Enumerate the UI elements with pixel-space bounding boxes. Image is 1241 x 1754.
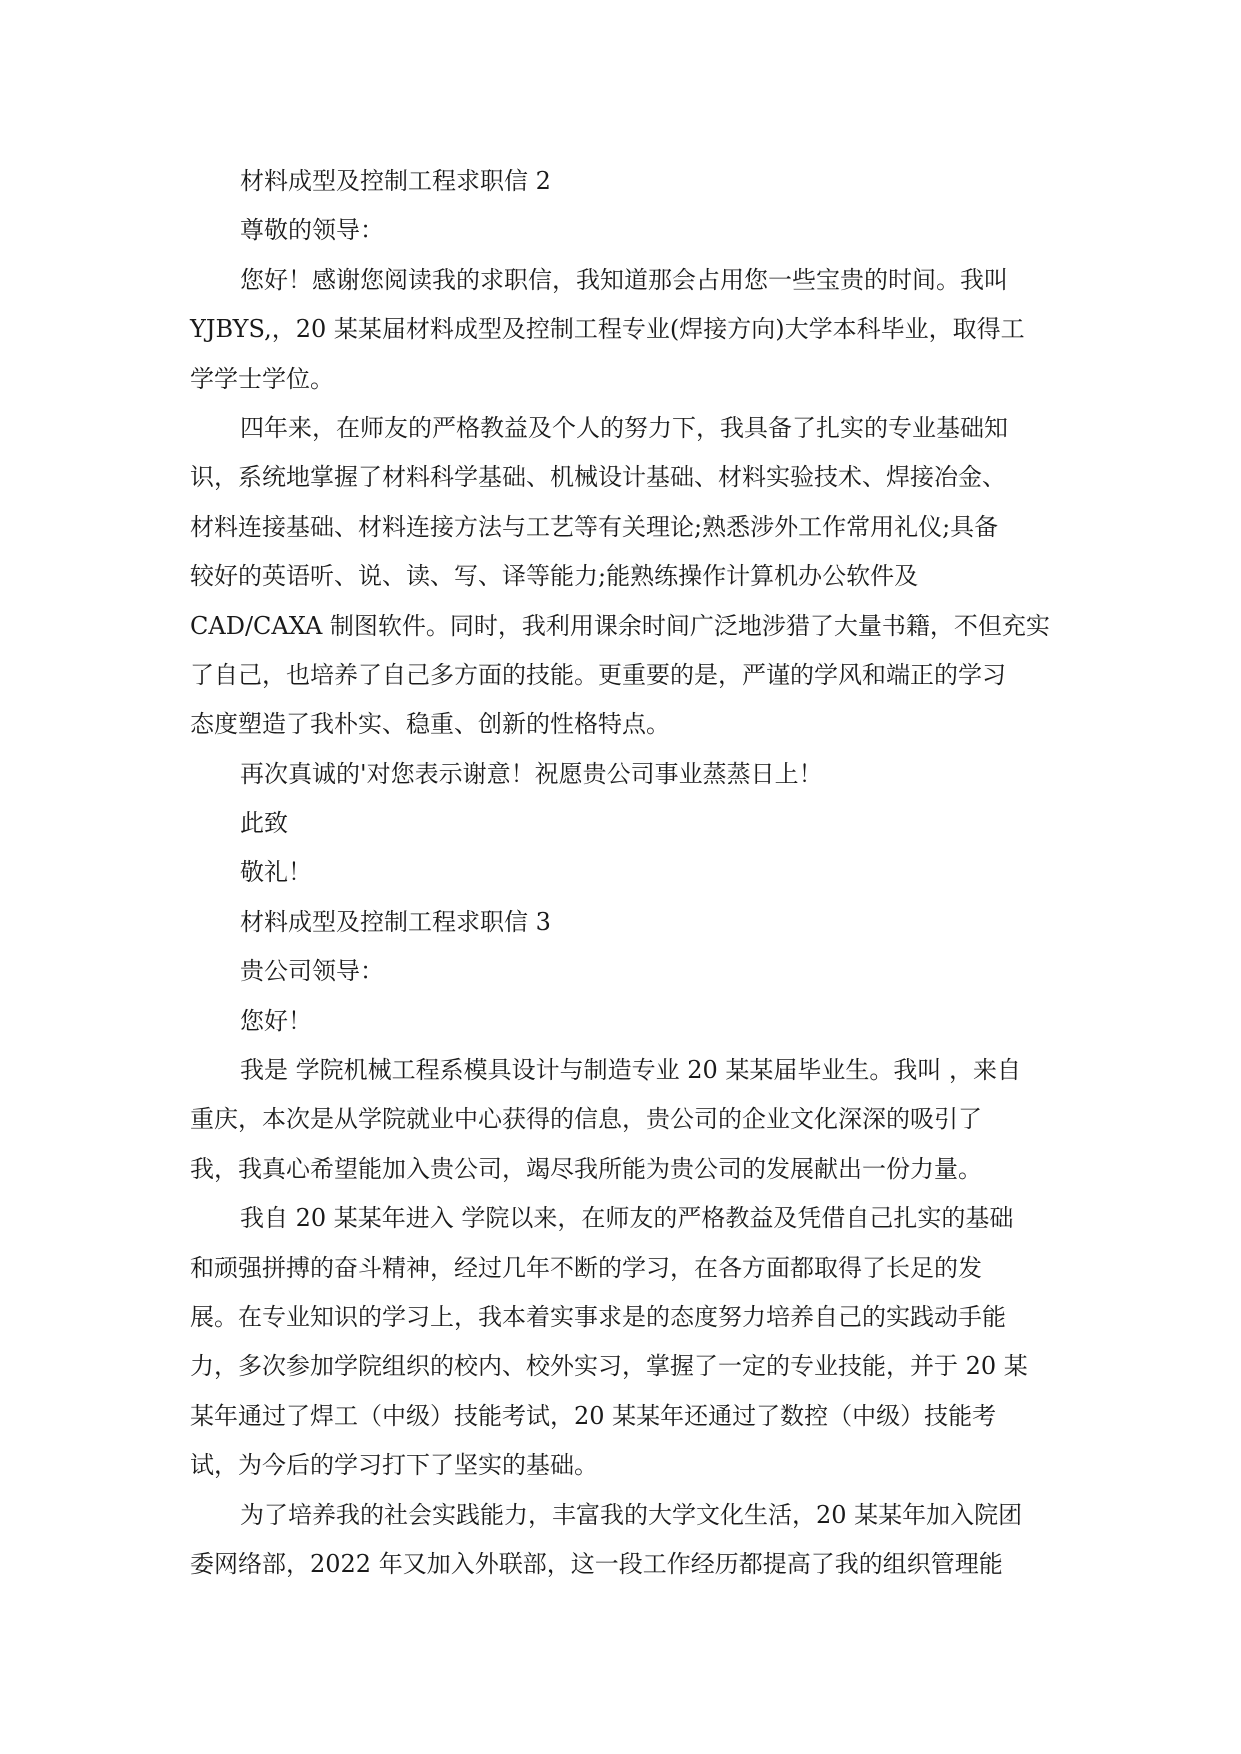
text-line: CAD/CAXA 制图软件。同时，我利用课余时间广泛地涉猎了大量书籍，不但充实 — [190, 611, 1050, 640]
text-line: 贵公司领导： — [240, 957, 384, 986]
text-line: 为了培养我的社会实践能力，丰富我的大学文化生活，20 某某年加入院团 — [240, 1500, 1023, 1529]
text-line: 识，系统地掌握了材料科学基础、机械设计基础、材料实验技术、焊接冶金、 — [190, 463, 1006, 492]
text-line: 某年通过了焊工（中级）技能考试，20 某某年还通过了数控（中级）技能考 — [190, 1401, 997, 1430]
text-line: 您好！感谢您阅读我的求职信，我知道那会占用您一些宝贵的时间。我叫 — [240, 265, 1008, 294]
text-line: 我自 20 某某年进入 学院以来，在师友的严格教益及凭借自己扎实的基础 — [240, 1204, 1014, 1233]
text-line: 此致 — [240, 809, 288, 838]
text-line: 力，多次参加学院组织的校内、校外实习，掌握了一定的专业技能，并于 20 某 — [190, 1352, 1028, 1381]
text-line: 重庆，本次是从学院就业中心获得的信息，贵公司的企业文化深深的吸引了 — [190, 1105, 982, 1134]
text-line: 较好的英语听、说、读、写、译等能力;能熟练操作计算机办公软件及 — [190, 562, 919, 591]
text-line: 态度塑造了我朴实、稳重、创新的性格特点。 — [190, 710, 670, 739]
text-line: 我是 学院机械工程系模具设计与制造专业 20 某某届毕业生。我叫 ，来自 — [240, 1056, 1022, 1085]
text-line: 了自己，也培养了自己多方面的技能。更重要的是，严谨的学风和端正的学习 — [190, 660, 1006, 689]
text-line: 学学士学位。 — [190, 364, 334, 393]
text-line: 材料成型及控制工程求职信 2 — [240, 167, 551, 195]
text-line: 和顽强拼搏的奋斗精神，经过几年不断的学习，在各方面都取得了长足的发 — [190, 1253, 982, 1282]
text-line: 委网络部，2022 年又加入外联部，这一段工作经历都提高了我的组织管理能 — [190, 1549, 1003, 1578]
text-line: 尊敬的领导： — [240, 216, 384, 245]
text-line: 再次真诚的'对您表示谢意！祝愿贵公司事业蒸蒸日上！ — [240, 759, 823, 788]
text-line: 我，我真心希望能加入贵公司，竭尽我所能为贵公司的发展献出一份力量。 — [190, 1154, 982, 1183]
document-body — [190, 157, 1050, 1589]
text-line: 展。在专业知识的学习上，我本着实事求是的态度努力培养自己的实践动手能 — [190, 1302, 1006, 1331]
text-line: YJBYS,，20 某某届材料成型及控制工程专业(焊接方向)大学本科毕业，取得工 — [190, 315, 1025, 344]
text-line: 材料成型及控制工程求职信 3 — [240, 907, 551, 936]
text-line: 四年来，在师友的严格教益及个人的努力下，我具备了扎实的专业基础知 — [240, 413, 1008, 442]
text-line: 您好！ — [240, 1006, 312, 1035]
text-line: 试，为今后的学习打下了坚实的基础。 — [190, 1451, 598, 1480]
text-line: 敬礼！ — [240, 858, 312, 887]
text-line: 材料连接基础、材料连接方法与工艺等有关理论;熟悉涉外工作常用礼仪;具备 — [190, 512, 999, 541]
